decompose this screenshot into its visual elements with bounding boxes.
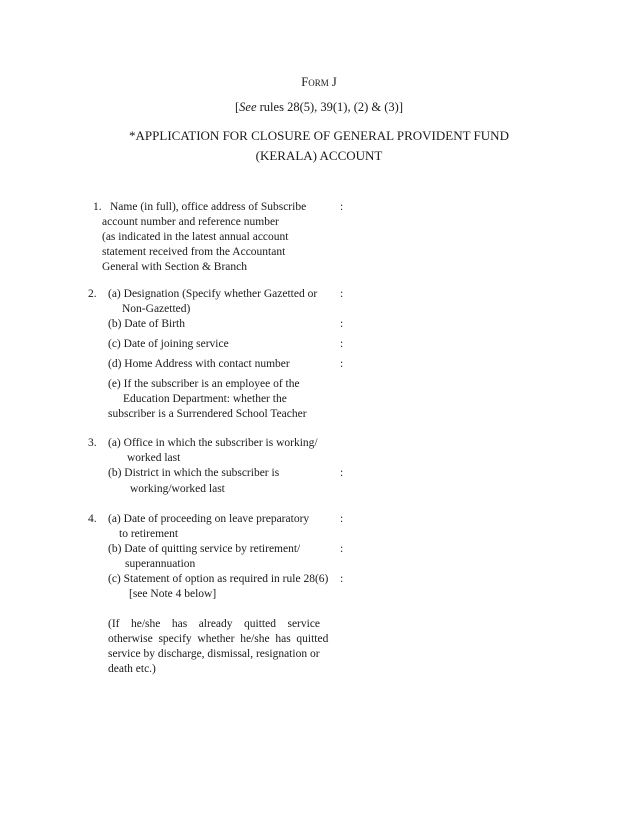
- item-2d: (d) Home Address with contact number: [108, 358, 290, 370]
- rules-reference: [See rules 28(5), 39(1), (2) & (3)]: [234, 100, 403, 114]
- item-4c-line-2: [see Note 4 below]: [129, 588, 217, 600]
- item-2b-colon: :: [340, 318, 344, 330]
- item-2e-line-3: subscriber is a Surrendered School Teacher: [108, 408, 307, 420]
- item-1-line-2: account number and reference number: [102, 216, 279, 228]
- item-4b-line-2: superannuation: [125, 558, 196, 570]
- item-4c-colon: :: [340, 573, 344, 585]
- item-2b: (b) Date of Birth: [108, 318, 185, 330]
- item-1-line-5: General with Section & Branch: [102, 261, 247, 273]
- item-2c: (c) Date of joining service: [108, 338, 229, 350]
- item-4c-line-1: (c) Statement of option as required in rule 28(6): [108, 573, 329, 585]
- item-4-number: 4.: [88, 513, 97, 525]
- item-1-colon: :: [340, 201, 344, 213]
- item-1-line-4: statement received from the Accountant: [102, 246, 286, 258]
- item-4-note-line-3: service by discharge, dismissal, resignation or: [108, 648, 320, 660]
- item-2e-line-1: (e) If the subscriber is an employee of the: [108, 378, 300, 390]
- heading-line-1: *APPLICATION FOR CLOSURE OF GENERAL PROVIDENT FUND: [129, 128, 509, 143]
- item-4-note-line-1: (If he/she has already quitted service: [108, 618, 321, 630]
- item-1-line-1: Name (in full), office address of Subscribe: [110, 201, 307, 213]
- item-2c-colon: :: [340, 338, 344, 350]
- item-2-number: 2.: [88, 288, 97, 300]
- item-1-number: 1.: [93, 201, 102, 213]
- item-3a-line-1: (a) Office in which the subscriber is working/: [108, 437, 318, 449]
- item-2a-line-1: (a) Designation (Specify whether Gazetted or: [108, 288, 318, 300]
- heading-line-2: (KERALA) ACCOUNT: [255, 148, 383, 163]
- item-4-note-line-2: otherwise specify whether he/she has quitted: [108, 633, 329, 645]
- item-3b-line-2: working/worked last: [130, 483, 225, 495]
- form-heading: [0, 126, 638, 166]
- item-4-note-line-4: death etc.): [108, 663, 156, 675]
- item-4a-colon: :: [340, 513, 344, 525]
- item-4a-line-1: (a) Date of proceeding on leave preparatory: [108, 513, 310, 525]
- item-2a-line-2: Non-Gazetted): [122, 303, 191, 315]
- form-title: Form J: [301, 75, 337, 89]
- item-4b-colon: :: [340, 543, 344, 555]
- item-3b-colon: :: [340, 467, 344, 479]
- item-2a-colon: :: [340, 288, 344, 300]
- item-2d-colon: :: [340, 358, 344, 370]
- item-3a-line-2: worked last: [127, 452, 181, 464]
- item-1-line-3: (as indicated in the latest annual account: [102, 231, 289, 243]
- item-2e-line-2: Education Department: whether the: [123, 393, 287, 405]
- item-3-number: 3.: [88, 437, 97, 449]
- item-4b-line-1: (b) Date of quitting service by retirement/: [108, 543, 301, 555]
- item-4a-line-2: to retirement: [119, 528, 179, 540]
- item-3b-line-1: (b) District in which the subscriber is: [108, 467, 280, 479]
